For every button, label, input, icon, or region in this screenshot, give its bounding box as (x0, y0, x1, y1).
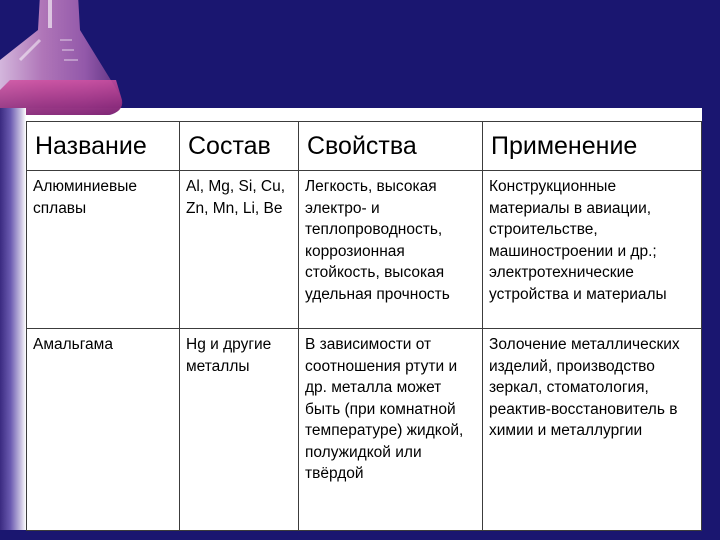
cell-name: Амальгама (27, 329, 180, 531)
right-decor-strip (702, 108, 720, 540)
table-row (27, 171, 702, 329)
alloys-table (26, 121, 702, 531)
cell-application: Золочение металлических изделий, производство зеркал, стоматология, реактив-восстановитель в химии и металлургии (483, 329, 702, 531)
cell-application: Конструкционные материалы в авиации, строительстве, машиностроении и др.; электротехнические устройства и материалы (483, 171, 702, 329)
header-application: Применение (483, 122, 702, 171)
cell-composition: Hg и другие металлы (180, 329, 299, 531)
left-decor-strip (0, 108, 26, 540)
table-header-row (27, 122, 702, 171)
header-composition: Состав (180, 122, 299, 171)
header-name: Название (27, 122, 180, 171)
header-properties: Свойства (299, 122, 483, 171)
flask-icon (0, 0, 130, 115)
cell-composition: Al, Mg, Si, Cu, Zn, Mn, Li, Be (180, 171, 299, 329)
bottom-decor-bar (0, 530, 720, 540)
cell-properties: Легкость, высокая электро- и теплопроводность, коррозионная стойкость, высокая удельная прочность (299, 171, 483, 329)
cell-properties: В зависимости от соотношения ртути и др. металла может быть (при комнатной температуре) жидкой, полужидкой или твёрдой (299, 329, 483, 531)
table-row (27, 329, 702, 531)
cell-name: Алюминиевые сплавы (27, 171, 180, 329)
